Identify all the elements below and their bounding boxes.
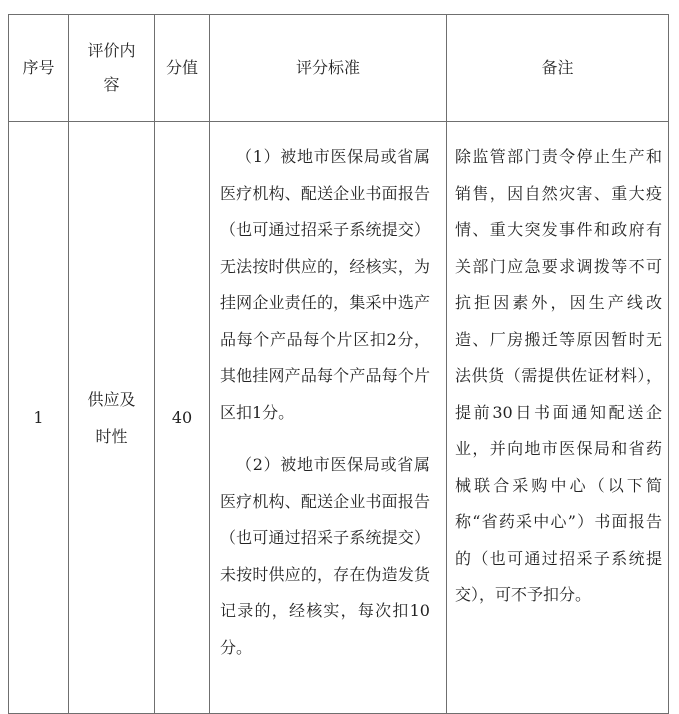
table-header-row	[9, 15, 669, 122]
cell-criteria	[210, 122, 447, 714]
criteria-item-1: （1）被地市医保局或省属医疗机构、配送企业书面报告（也可通过招采子系统提交）无法按时供应的，经核实，为挂网企业责任的，集采中选产品每个产品每个片区扣2分，其他挂网产品每个产品每个片区扣1分。	[220, 147, 430, 422]
cell-note	[447, 122, 669, 714]
header-score: 分值	[155, 15, 210, 122]
cell-score: 40	[155, 122, 210, 714]
table-row	[9, 122, 669, 714]
note-text: 除监管部门责令停止生产和销售，因自然灾害、重大疫情、重大突发事件和政府有关部门应急要求调拨等不可抗拒因素外，因生产线改造、厂房搬迁等原因暂时无法供货（需提供佐证材料），提前30日书面通知配送企业，并向地市医保局和省药械联合采购中心（以下简称“省药采中心”）书面报告的（也可通过招采子系统提交），可不予扣分。	[455, 147, 662, 604]
cell-content: 供应及时性	[69, 122, 155, 714]
header-criteria: 评分标准	[210, 15, 447, 122]
criteria-item-2: （2）被地市医保局或省属医疗机构、配送企业书面报告（也可通过招采子系统提交）未按时供应的，存在伪造发货记录的，经核实，每次扣10分。	[220, 455, 430, 657]
scoring-table	[8, 14, 669, 714]
header-note: 备注	[447, 15, 669, 122]
header-no: 序号	[9, 15, 69, 122]
header-content: 评价内容	[69, 15, 155, 122]
cell-no: 1	[9, 122, 69, 714]
